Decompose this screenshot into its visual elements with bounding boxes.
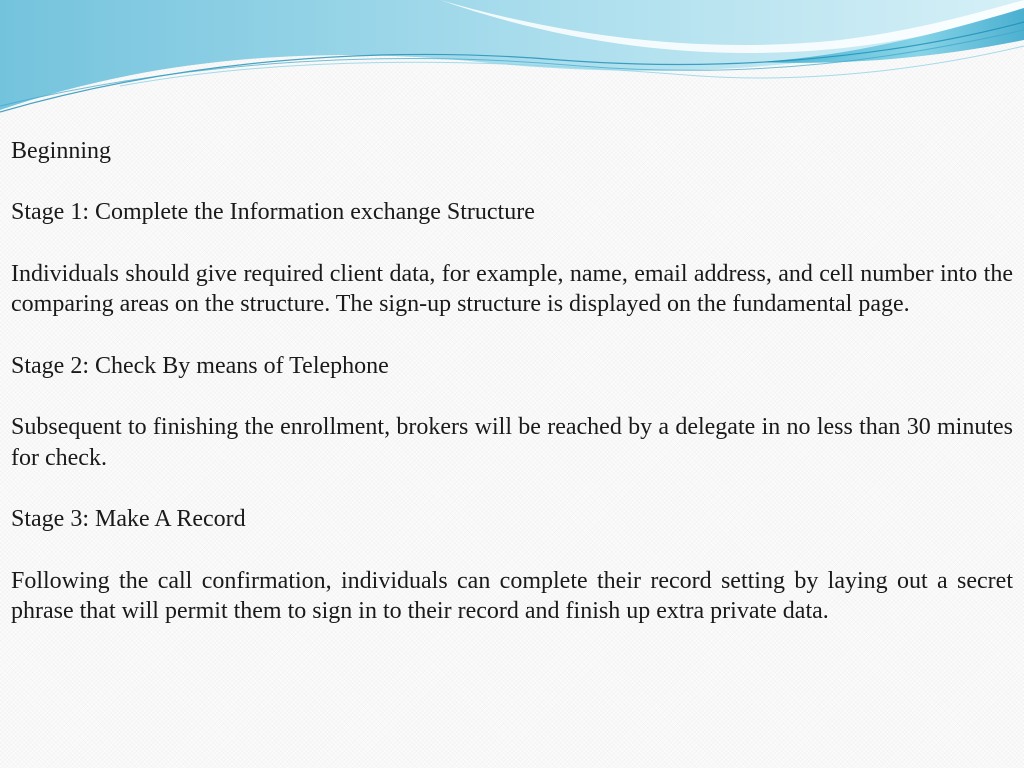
stage-3-body: Following the call confirmation, individuals can complete their record setting by laying out a secret phrase that will permit them to sign in to their record and finish up extra private data. xyxy=(11,567,1013,625)
slide-title: Beginning xyxy=(11,138,111,164)
stage-3-heading: Stage 3: Make A Record xyxy=(11,506,246,533)
stage-1-heading: Stage 1: Complete the Information exchange Structure xyxy=(11,199,535,226)
stage-1-body: Individuals should give required client data, for example, name, email address, and cell number into the comparing areas on the structure. The sign-up structure is displayed on the fundamental page. xyxy=(11,260,1013,318)
stage-2-body: Subsequent to finishing the enrollment, brokers will be reached by a delegate in no less than 30 minutes for check. xyxy=(11,414,1013,471)
stage-2-heading: Stage 2: Check By means of Telephone xyxy=(11,352,389,379)
slide-content xyxy=(11,136,1013,658)
header-wave-decoration xyxy=(0,0,1024,120)
